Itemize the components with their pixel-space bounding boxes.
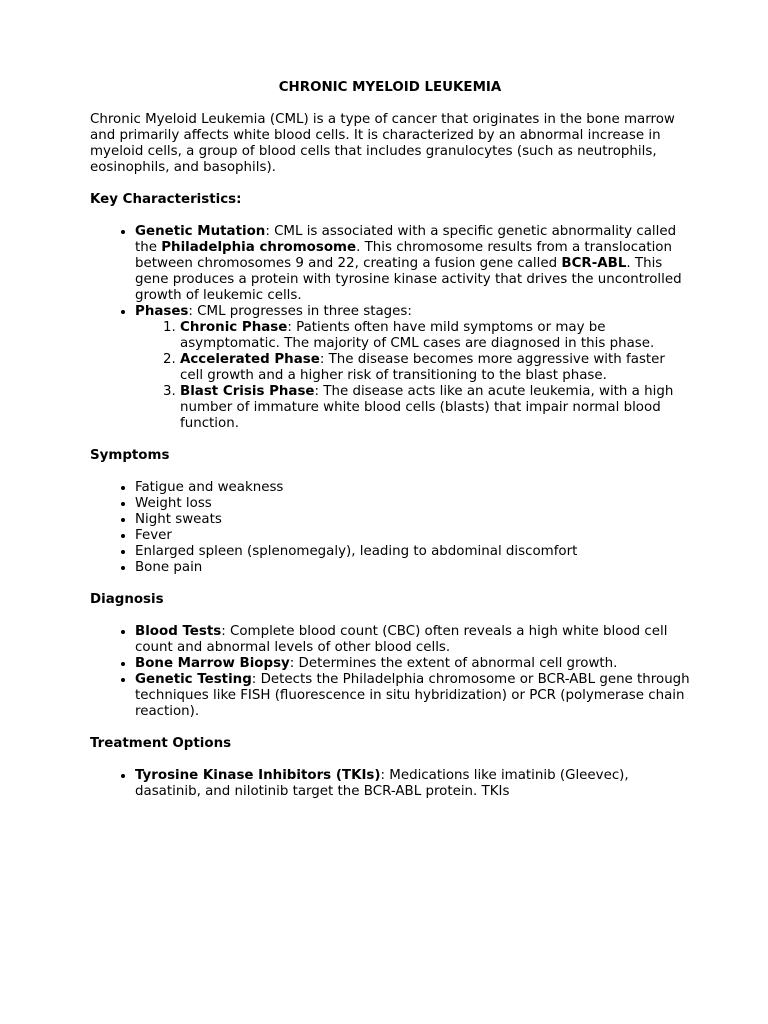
treatment-heading: Treatment Options — [90, 736, 232, 751]
phase-item-chronic: 1. Chronic Phase: Patients often have mild symptoms or may be asymptomatic. The majority of CML cases are diagnosed in this phase. — [180, 320, 690, 352]
term-phases: Phases — [135, 304, 189, 319]
treatment-list — [90, 768, 690, 800]
intro-paragraph: Chronic Myeloid Leukemia (CML) is a type of cancer that originates in the bone marrow and primarily affects white blood cells. It is characterized by an abnormal increase in myeloid cells, a group of blood cells that includes granulocytes (such as neutrophils, eosinophils, and basophils). — [90, 112, 675, 175]
list-item: • Night sweats — [135, 512, 690, 528]
list-item: • Enlarged spleen (splenomegaly), leading to abdominal discomfort — [135, 544, 690, 560]
phases-list — [135, 320, 690, 432]
term-bcr-abl: BCR-ABL — [561, 256, 627, 271]
list-item: • Genetic Testing: Detects the Philadelphia chromosome or BCR-ABL gene through techniques like FISH (fluorescence in situ hybridization) or PCR (polymerase chain reaction). — [135, 672, 690, 720]
list-item: • Bone pain — [135, 560, 690, 576]
term-genetic-mutation: Genetic Mutation — [135, 224, 266, 239]
key-characteristics-list — [90, 224, 690, 432]
list-item: • Weight loss — [135, 496, 690, 512]
list-item: • Bone Marrow Biopsy: Determines the extent of abnormal cell growth. — [135, 656, 690, 672]
list-item-genetic-mutation: • Genetic Mutation: CML is associated with a specific genetic abnormality called the Philadelphia chromosome. This chromosome results from a translocation between chromosomes 9 and 22, creating a fusion gene called BCR-ABL. This gene produces a protein with tyrosine kinase activity that drives the uncontrolled growth of leukemic cells. — [135, 224, 690, 304]
term-philadelphia-chromosome: Philadelphia chromosome — [161, 240, 357, 255]
list-item: • Fatigue and weakness — [135, 480, 690, 496]
diagnosis-heading: Diagnosis — [90, 592, 164, 607]
symptoms-list — [90, 480, 690, 576]
phase-item-blast-crisis: 3. Blast Crisis Phase: The disease acts like an acute leukemia, with a high number of immature white blood cells (blasts) that impair normal blood function. — [180, 384, 690, 432]
symptoms-heading: Symptoms — [90, 448, 170, 463]
key-characteristics-heading: Key Characteristics: — [90, 192, 242, 207]
phase-item-accelerated: 2. Accelerated Phase: The disease becomes more aggressive with faster cell growth and a higher risk of transitioning to the blast phase. — [180, 352, 690, 384]
list-item: • Blood Tests: Complete blood count (CBC) often reveals a high white blood cell count and abnormal levels of other blood cells. — [135, 624, 690, 656]
list-item: • Tyrosine Kinase Inhibitors (TKIs): Medications like imatinib (Gleevec), dasatinib, and nilotinib target the BCR-ABL protein. TKIs — [135, 768, 690, 800]
list-item-phases: • Phases: CML progresses in three stages: 1. Chronic Phase: Patients often have mild symptoms or may be asymptomatic. The majority of CML cases are diagnosed in this phase. 2. Accelerated Phase: The disease becomes more aggressive with faster cell growth and a higher risk of transitioning to the blast phase. 3. Blast Crisis Phase: The disease acts like an acute leukemia, with a high number of immature white blood cells (blasts) that impair normal blood function. — [135, 304, 690, 432]
document-body — [90, 80, 690, 816]
diagnosis-list — [90, 624, 690, 720]
document-title: CHRONIC MYELOID LEUKEMIA — [278, 80, 502, 95]
list-item: • Fever — [135, 528, 690, 544]
